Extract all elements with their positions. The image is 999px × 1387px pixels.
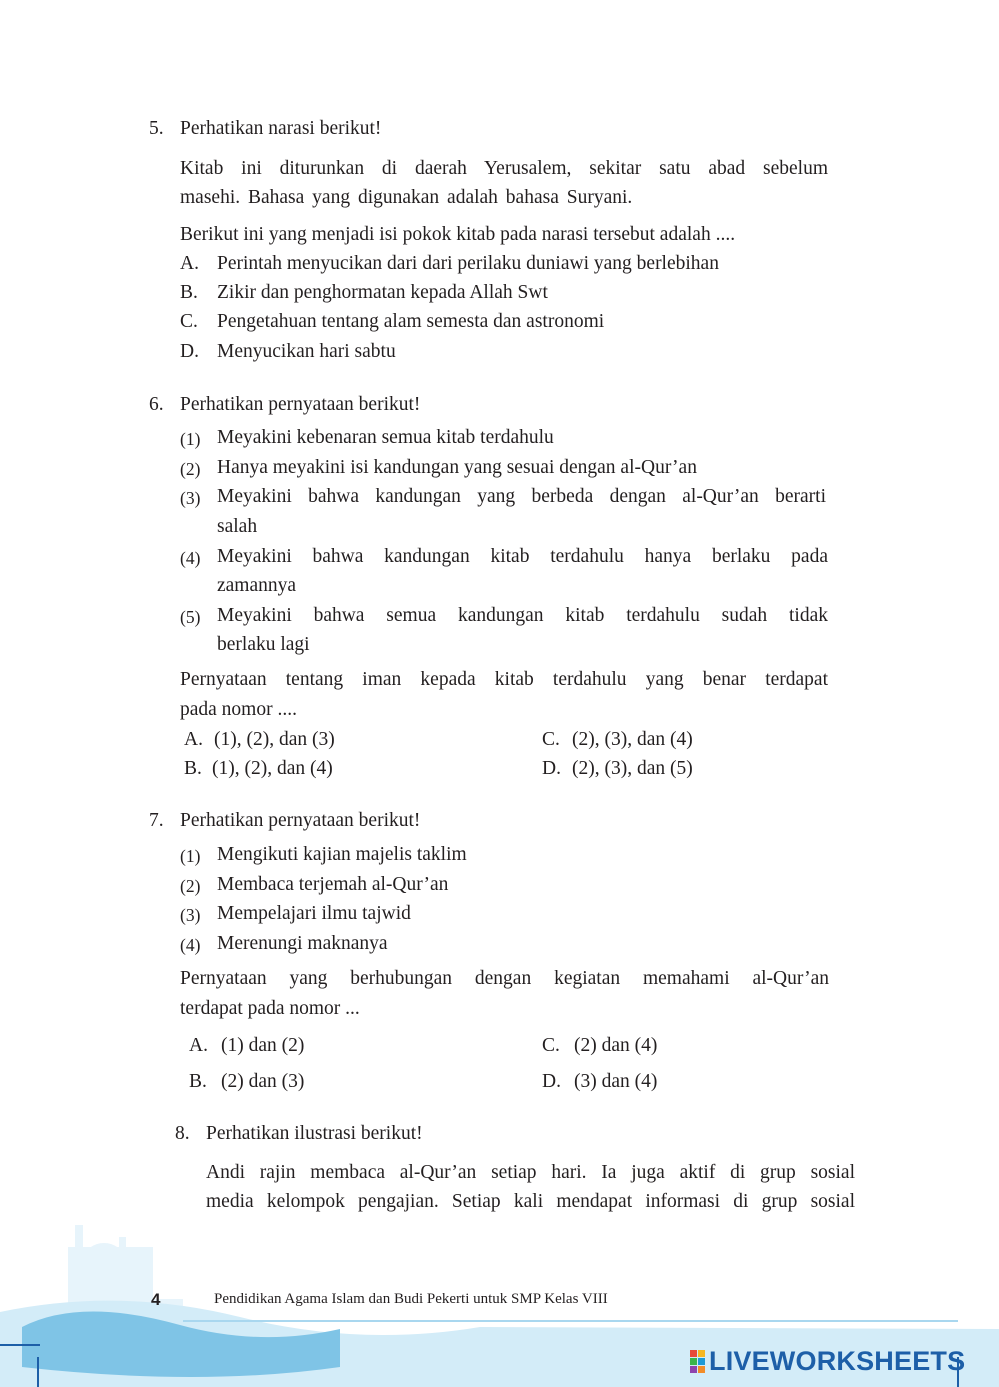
statement-text-cont: berlaku lagi bbox=[217, 634, 310, 655]
question-prompt: Pernyataan yang berhubungan dengan kegiatan memahami al-Qur’an bbox=[180, 968, 829, 989]
statement-text: Meyakini kebenaran semua kitab terdahulu bbox=[217, 427, 554, 448]
option-letter: B. bbox=[184, 758, 202, 779]
option-text: (1), (2), dan (4) bbox=[212, 758, 333, 779]
option-letter: C. bbox=[542, 1035, 560, 1056]
illustration-line: Andi rajin membaca al-Qur’an setiap hari. Ia juga aktif di grup sosial bbox=[206, 1162, 855, 1183]
question-number: 7. bbox=[149, 810, 164, 831]
question-title: Perhatikan ilustrasi berikut! bbox=[206, 1123, 423, 1144]
statement-text: Hanya meyakini isi kandungan yang sesuai dengan al-Qur’an bbox=[217, 457, 697, 478]
option-letter: B. bbox=[180, 282, 198, 303]
question-title: Perhatikan pernyataan berikut! bbox=[180, 394, 421, 415]
statement-number: (4) bbox=[180, 935, 201, 955]
book-title: Pendidikan Agama Islam dan Budi Pekerti untuk SMP Kelas VIII bbox=[214, 1291, 608, 1307]
option-letter: C. bbox=[542, 729, 560, 750]
question-prompt-cont: pada nomor .... bbox=[180, 699, 297, 720]
statement-number: (3) bbox=[180, 488, 201, 508]
statement-text: Membaca terjemah al-Qur’an bbox=[217, 874, 449, 895]
option-letter: B. bbox=[189, 1071, 207, 1092]
question-title: Perhatikan pernyataan berikut! bbox=[180, 810, 421, 831]
statement-text: Meyakini bahwa kandungan kitab terdahulu hanya berlaku pada bbox=[217, 546, 828, 567]
statement-text: Meyakini bahwa kandungan yang berbeda dengan al-Qur’an berarti bbox=[217, 486, 826, 507]
option-text: Perintah menyucikan dari dari perilaku duniawi yang berlebihan bbox=[217, 253, 719, 274]
option-text: (3) dan (4) bbox=[574, 1071, 658, 1092]
statement-text: Merenungi maknanya bbox=[217, 933, 388, 954]
option-text: (1), (2), dan (3) bbox=[214, 729, 335, 750]
option-text: (2), (3), dan (4) bbox=[572, 729, 693, 750]
question-prompt: Berikut ini yang menjadi isi pokok kitab pada narasi tersebut adalah .... bbox=[180, 224, 736, 245]
statement-text-cont: zamannya bbox=[217, 575, 297, 596]
question-number: 6. bbox=[149, 394, 164, 415]
statement-number: (1) bbox=[180, 429, 201, 449]
statement-number: (2) bbox=[180, 876, 201, 896]
option-letter: A. bbox=[184, 729, 203, 750]
option-letter: A. bbox=[189, 1035, 208, 1056]
statement-number: (2) bbox=[180, 459, 201, 479]
option-text: (2) dan (4) bbox=[574, 1035, 658, 1056]
option-text: Pengetahuan tentang alam semesta dan astronomi bbox=[217, 311, 605, 332]
liveworksheets-text: LIVEWORKSHEETS bbox=[709, 1345, 966, 1376]
statement-text: Mengikuti kajian majelis taklim bbox=[217, 844, 467, 865]
narrative-line: Kitab ini diturunkan di daerah Yerusalem, sekitar satu abad sebelum bbox=[180, 158, 828, 179]
option-text: Zikir dan penghormatan kepada Allah Swt bbox=[217, 282, 548, 303]
statement-text: Mempelajari ilmu tajwid bbox=[217, 903, 411, 924]
liveworksheets-logo bbox=[690, 1346, 965, 1376]
statement-number: (1) bbox=[180, 846, 201, 866]
statement-number: (3) bbox=[180, 905, 201, 925]
question-prompt: Pernyataan tentang iman kepada kitab terdahulu yang benar terdapat bbox=[180, 669, 828, 690]
option-letter: C. bbox=[180, 311, 198, 332]
question-title: Perhatikan narasi berikut! bbox=[180, 118, 382, 139]
narrative-line: masehi. Bahasa yang digunakan adalah bahasa Suryani. bbox=[180, 187, 633, 208]
option-text: (2) dan (3) bbox=[221, 1071, 305, 1092]
option-letter: A. bbox=[180, 253, 199, 274]
illustration-line: media kelompok pengajian. Setiap kali mendapat informasi di grup sosial bbox=[206, 1191, 855, 1212]
option-text: (2), (3), dan (5) bbox=[572, 758, 693, 779]
statement-text: Meyakini bahwa semua kandungan kitab terdahulu sudah tidak bbox=[217, 605, 828, 626]
statement-text-cont: salah bbox=[217, 516, 258, 537]
statement-number: (4) bbox=[180, 548, 201, 568]
option-text: Menyucikan hari sabtu bbox=[217, 341, 396, 362]
option-letter: D. bbox=[180, 341, 199, 362]
question-prompt-cont: terdapat pada nomor ... bbox=[180, 998, 360, 1019]
liveworksheets-grid-icon bbox=[690, 1350, 705, 1373]
question-number: 5. bbox=[149, 118, 164, 139]
option-text: (1) dan (2) bbox=[221, 1035, 305, 1056]
option-letter: D. bbox=[542, 758, 561, 779]
question-number: 8. bbox=[175, 1123, 190, 1144]
statement-number: (5) bbox=[180, 607, 201, 627]
page-number: 4 bbox=[151, 1290, 161, 1309]
option-letter: D. bbox=[542, 1071, 561, 1092]
